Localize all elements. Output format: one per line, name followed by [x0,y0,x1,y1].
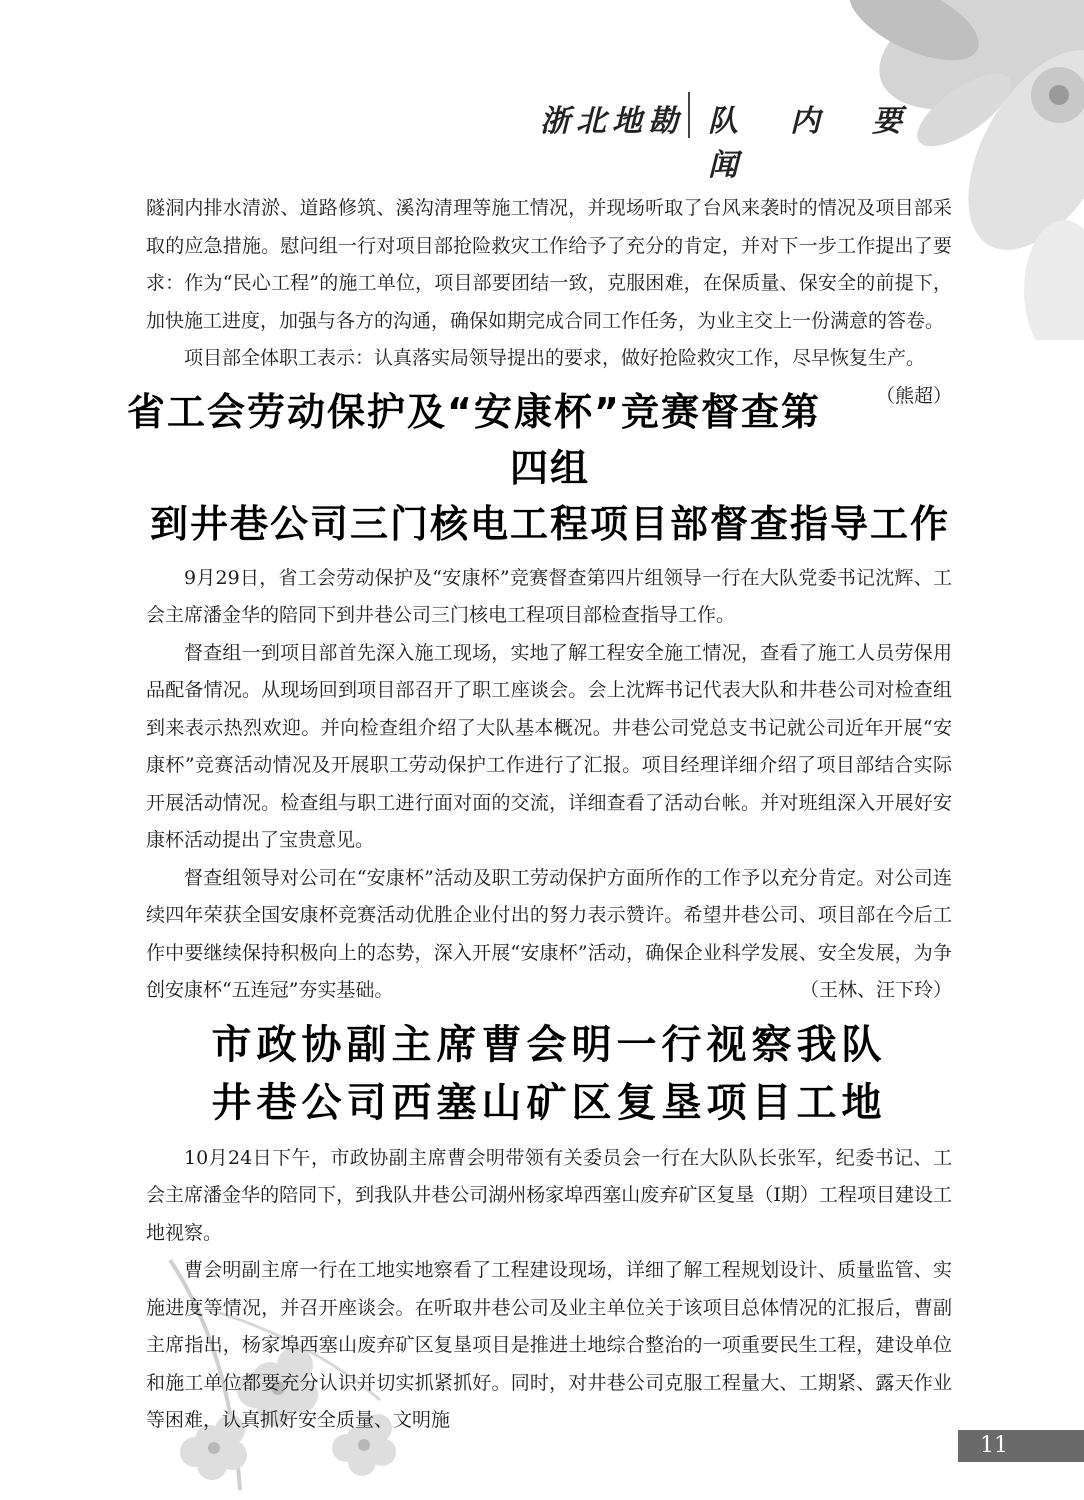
article2-title-line: 省工会劳动保护及“安康杯”竞赛督查第四组 [127,389,821,490]
article2-author: （王林、汪下玲） [799,979,952,1001]
article1-paragraph: 隧洞内排水清淤、道路修筑、溪沟清理等施工情况，并现场听取了台风来袭时的情况及项目部采取的应急措施。慰问组一行对项目部抢险救灾工作给予了充分的肯定，并对下一步工作提出了要求：作为“民心工程”的施工单位，项目部要团结一致，克服困难，在保质量、保安全的前提下，加快施工进度，加强与各方的沟通，确保如期完成合同工作任务，为业主交上一份满意的答卷。 [146,197,952,332]
section-name: 队内要闻 [708,104,954,183]
article2-paragraph [146,860,952,1010]
header-divider [688,92,690,138]
article3-paragraph: 10月24日下午，市政协副主席曹会明带领有关委员会一行在大队队长张军，纪委书记、工会主席潘金华的陪同下，到我队井巷公司湖州杨家埠西塞山废弃矿区复垦（I期）工程项目建设工地视察。 [146,1146,952,1244]
article3-title [146,1016,952,1132]
article3-title-line: 井巷公司西塞山矿区复垦项目工地 [211,1079,887,1126]
article2-paragraph-text: 督查组领导对公司在“安康杯”活动及职工劳动保护方面所作的工作予以充分肯定。对公司连续四年荣获全国安康杯竞赛活动优胜企业付出的努力表示赞许。希望井巷公司、项目部在今后工作中要继续保持积极向上的态势，深入开展“安康杯”活动，确保企业科学发展、安全发展，为争创安康杯“五连冠”夯实基础。 [146,866,952,1001]
article2-paragraph: 9月29日，省工会劳动保护及“安康杯”竞赛督查第四片组领导一行在大队党委书记沈辉、工会主席潘金华的陪同下到井巷公司三门核电工程项目部检查指导工作。 [146,566,952,626]
article1-paragraph-text: 项目部全体职工表示：认真落实局领导提出的要求，做好抢险救灾工作，尽早恢复生产。 [184,347,926,369]
magazine-name: 浙北地勘 [540,104,684,139]
article3-title-line: 市政协副主席曹会明一行视察我队 [211,1021,887,1068]
running-header [540,92,980,183]
article2-title-line: 到井巷公司三门核电工程项目部督查指导工作 [149,501,950,546]
page-content [127,190,952,1440]
article2-paragraph: 督查组一到项目部首先深入施工现场，实地了解工程安全施工情况，查看了施工人员劳保用品配备情况。从现场回到项目部召开了职工座谈会。会上沈辉书记代表大队和井巷公司对检查组到来表示热烈欢迎。并向检查组介绍了大队基本概况。井巷公司党总支书记就公司近年开展“安康杯”竞赛活动情况及开展职工劳动保护工作进行了汇报。项目经理详细介绍了项目部结合实际开展活动情况。检查组与职工进行面对面的交流，详细查看了活动台帐。并对班组深入开展好安康杯活动提出了宝贵意见。 [146,641,952,851]
page-number: 11 [958,1430,1084,1462]
article3-paragraph: 曹会明副主席一行在工地实地察看了工程建设现场，详细了解工程规划设计、质量监管、实施进度等情况，并召开座谈会。在听取井巷公司及业主单位关于该项目总体情况的汇报后，曹副主席指出，杨家埠西塞山废弃矿区复垦项目是推进土地综合整治的一项重要民生工程，建设单位和施工单位都要充分认识并切实抓紧抓好。同时，对井巷公司克服工程量大、工期紧、露天作业等困难，认真抓好安全质量、文明施 [146,1259,952,1431]
article1-paragraph [146,340,952,407]
article1-author: （熊超） [875,384,952,407]
